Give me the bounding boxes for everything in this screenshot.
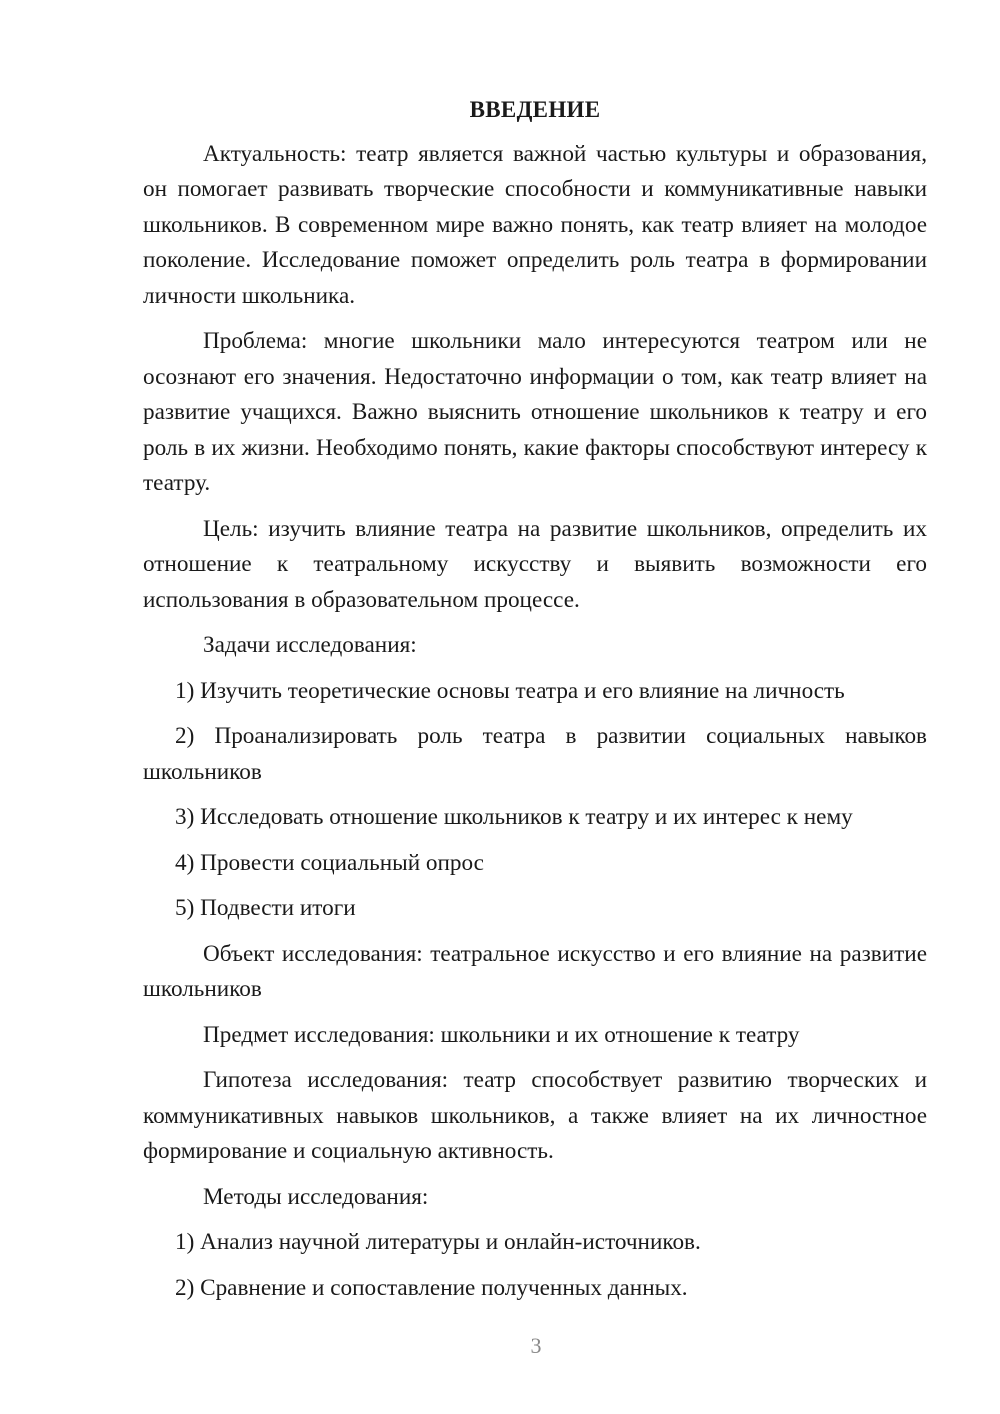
task-item: 3) Исследовать отношение школьников к театру и их интерес к нему xyxy=(175,804,853,830)
task-item: 5) Подвести итоги xyxy=(175,895,356,921)
relevance-paragraph: Актуальность: театр является важной частью культуры и образования, он помогает развивать творческие способности и коммуникативные навыки школьников. В современном мире важно понять, как театр влияет на молодое поколение. Исследование поможет определить роль театра в формировании личности школьника. xyxy=(143,140,927,309)
page-content xyxy=(143,92,927,1316)
page-number: 3 xyxy=(530,1333,542,1358)
task-item: 1) Изучить теоретические основы театра и его влияние на личность xyxy=(175,677,845,704)
goal-paragraph: Цель: изучить влияние театра на развитие школьников, определить их отношение к театральному искусству и выявить возможности его использования в образовательном процессе. xyxy=(143,515,927,613)
subject-paragraph: Предмет исследования: школьники и их отношение к театру xyxy=(203,1021,800,1048)
method-item: 1) Анализ научной литературы и онлайн-источников. xyxy=(175,1229,701,1255)
methods-heading: Методы исследования: xyxy=(203,1183,429,1210)
tasks-heading: Задачи исследования: xyxy=(203,632,417,658)
problem-paragraph: Проблема: многие школьники мало интересуются театром или не осознают его значения. Недостаточно информации о том, как театр влияет на развитие учащихся. Важно выяснить отношение школьников к театру и его роль в их жизни. Необходимо понять, какие факторы способствуют интересу к театру. xyxy=(143,328,927,496)
hypothesis-paragraph: Гипотеза исследования: театр способствует развитию творческих и коммуникативных навыков школьников, а также влияет на их личностное формирование и социальную активность. xyxy=(143,1067,927,1164)
task-item: 2) Проанализировать роль театра в развитии социальных навыков школьников xyxy=(143,723,927,785)
object-paragraph: Объект исследования: театральное искусство и его влияние на развитие школьников xyxy=(143,940,927,1002)
task-item: 4) Провести социальный опрос xyxy=(175,849,484,876)
method-item: 2) Сравнение и сопоставление полученных данных. xyxy=(175,1274,688,1301)
section-title: ВВЕДЕНИЕ xyxy=(469,97,601,122)
